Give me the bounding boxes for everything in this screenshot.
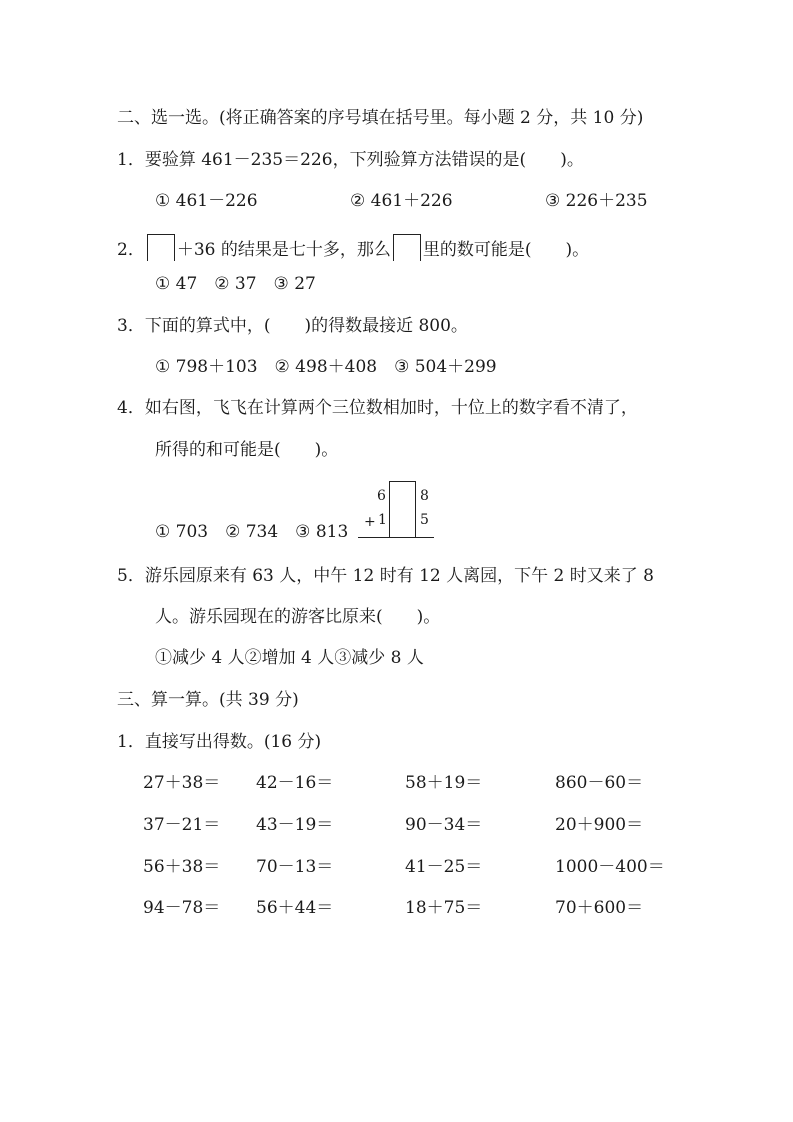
question-5-text-line-2: 人。游乐园现在的游客比原来( )。 [155, 607, 441, 627]
calc-item: 90－34＝ [405, 815, 483, 835]
question-1-option-2: ② 461＋226 [350, 191, 453, 211]
calc-item: 56＋44＝ [256, 898, 334, 918]
figure-top-left-digit: 6 [377, 488, 386, 504]
question-2-options: ① 47 ② 37 ③ 27 [155, 274, 316, 294]
question-1-option-3: ③ 226＋235 [545, 191, 648, 211]
blank-box-icon [393, 234, 421, 261]
figure-plus-sign: + [364, 514, 376, 530]
question-2-number: 2． [117, 240, 145, 260]
calc-item: 70－13＝ [256, 857, 334, 877]
question-1-text: 1．要验算 461－235＝226，下列验算方法错误的是( )。 [117, 150, 584, 170]
question-3-options: ① 798＋103 ② 498＋408 ③ 504＋299 [155, 357, 497, 377]
question-5-options: ①减少 4 人②增加 4 人③减少 8 人 [155, 648, 424, 668]
calc-item: 20＋900＝ [555, 815, 644, 835]
calc-item: 58＋19＝ [405, 773, 483, 793]
calc-item: 56＋38＝ [143, 857, 221, 877]
figure-top-right-digit: 8 [420, 488, 429, 504]
figure-bottom-left-digit: 1 [378, 512, 387, 528]
question-4-options: ① 703 ② 734 ③ 813 [155, 522, 349, 542]
section-3-heading: 三、算一算。(共 39 分) [117, 690, 299, 710]
question-4-text-line-1: 4．如右图，飞飞在计算两个三位数相加时，十位上的数字看不清了， [117, 398, 638, 418]
calc-item: 42－16＝ [256, 773, 334, 793]
calc-item: 1000－400＝ [555, 857, 665, 877]
calc-item: 27＋38＝ [143, 773, 221, 793]
obscured-digit-box-icon [389, 481, 416, 538]
question-2-text-a: ＋36 的结果是七十多，那么 [176, 240, 391, 260]
section-2-heading: 二、选一选。(将正确答案的序号填在括号里。每小题 2 分，共 10 分) [117, 108, 644, 128]
calc-item: 37－21＝ [143, 815, 221, 835]
blank-box-icon [147, 234, 175, 261]
sum-underline [358, 537, 434, 538]
calc-item: 43－19＝ [256, 815, 334, 835]
question-2-text-b: 里的数可能是( )。 [422, 240, 590, 260]
question-2-text [117, 234, 589, 261]
figure-bottom-right-digit: 5 [420, 512, 429, 528]
calc-item: 860－60＝ [555, 773, 644, 793]
section-3-question-1-title: 1．直接写出得数。(16 分) [117, 732, 322, 752]
calc-item: 41－25＝ [405, 857, 483, 877]
question-5-text-line-1: 5．游乐园原来有 63 人，中午 12 时有 12 人离园，下午 2 时又来了 8 [117, 566, 654, 586]
calc-item: 70＋600＝ [555, 898, 644, 918]
question-3-text: 3．下面的算式中，( )的得数最接近 800。 [117, 316, 468, 336]
calc-item: 94－78＝ [143, 898, 221, 918]
calc-item: 18＋75＝ [405, 898, 483, 918]
question-4-text-line-2: 所得的和可能是( )。 [155, 440, 339, 460]
question-1-option-1: ① 461－226 [155, 191, 258, 211]
